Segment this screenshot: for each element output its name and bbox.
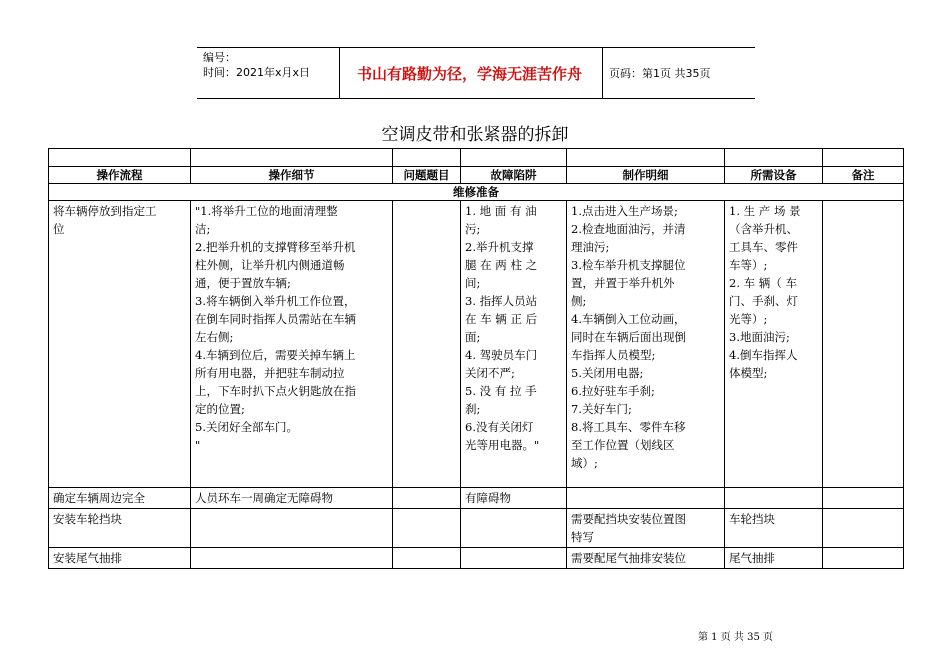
remarks-cell (823, 201, 904, 488)
blank-row (49, 149, 904, 167)
column-header: 所需设备 (725, 167, 823, 184)
header-divider-right (602, 47, 603, 99)
page-header (197, 47, 755, 99)
header-page-info: 页码：第1页 共35页 (609, 67, 711, 80)
trap-cell (461, 548, 567, 569)
details-cell (191, 548, 393, 569)
production-cell (567, 488, 725, 509)
document-number-label: 编号： (203, 51, 236, 64)
column-header: 操作流程 (49, 167, 191, 184)
table-header-row (49, 167, 904, 184)
remarks-cell (823, 509, 904, 548)
section-title: 维修准备 (49, 184, 904, 201)
header-bottom-rule (197, 98, 755, 99)
flow-cell: 安装尾气抽排 (49, 548, 191, 569)
trap-cell (461, 509, 567, 548)
document-date: 时间：2021年x月x日 (203, 66, 311, 79)
equipment-cell: 尾气抽排 (725, 548, 823, 569)
question-cell (393, 548, 461, 569)
header-meta (203, 50, 310, 80)
flow-cell: 安装车轮挡块 (49, 509, 191, 548)
production-cell: 1.点击进入生产场景; 2.检查地面油污，并清 理油污; 3.检车举升机支撑腿位 置，并置于举升机外 侧; 4.车辆倒入工位动画， 同时在车辆后面出现倒 车指挥人员模型; 5.关闭用电器; 6.拉好驻车手刹; 7.关好车门; 8.将工具车、零件车移 至工作位置（划线区 域）; (567, 201, 725, 488)
trap-cell: 有障碍物 (461, 488, 567, 509)
details-cell: "1.将举升工位的地面清理整 洁; 2.把举升机的支撑臂移至举升机 柱外侧，让举升机内侧通道畅 通，便于置放车辆; 3.将车辆倒入举升机工作位置， 在倒车同时指挥人员需站在车辆 左右侧; 4.车辆到位后，需要关掉车辆上 所有用电器，并把驻车制动拉 上，下车时扒下点火钥匙放在指 定的位置; 5.关闭好全部车门。 " (191, 201, 393, 488)
table-row (49, 548, 904, 569)
header-motto: 书山有路勤为径，学海无涯苦作舟 (356, 65, 582, 83)
column-header: 问题题目 (393, 167, 461, 184)
details-cell (191, 509, 393, 548)
remarks-cell (823, 488, 904, 509)
table-row (49, 509, 904, 548)
table-row (49, 488, 904, 509)
page-footer: 第 1 页 共 35 页 (698, 632, 773, 643)
details-cell: 人员环车一周确定无障碍物 (191, 488, 393, 509)
equipment-cell: 1. 生 产 场 景 （含举升机、 工具车、零件 车等）; 2. 车 辆（ 车 门、手刹、灯 光等）; 3.地面油污; 4.倒车指挥人 体模型; (725, 201, 823, 488)
equipment-cell (725, 488, 823, 509)
production-cell: 需要配挡块安装位置图 特写 (567, 509, 725, 548)
remarks-cell (823, 548, 904, 569)
column-header: 故障陷阱 (461, 167, 567, 184)
trap-cell: 1. 地 面 有 油 污; 2.举升机支撑 腿 在 两 柱 之 间; 3. 指挥人员站 在 车 辆 正 后 面; 4. 驾驶员车门 关闭不严; 5. 没 有 拉 手 刹; 6.没有关闭灯 光等用电器。" (461, 201, 567, 488)
document-title: 空调皮带和张紧器的拆卸 (381, 125, 569, 145)
equipment-cell: 车轮挡块 (725, 509, 823, 548)
section-row (49, 184, 904, 201)
column-header: 备注 (823, 167, 904, 184)
procedure-table (48, 148, 904, 569)
table-row (49, 201, 904, 488)
flow-cell: 将车辆停放到指定工 位 (49, 201, 191, 488)
column-header: 制作明细 (567, 167, 725, 184)
flow-cell: 确定车辆周边完全 (49, 488, 191, 509)
question-cell (393, 488, 461, 509)
question-cell (393, 509, 461, 548)
question-cell (393, 201, 461, 488)
production-cell: 需要配尾气抽排安装位 (567, 548, 725, 569)
column-header: 操作细节 (191, 167, 393, 184)
header-top-rule (197, 47, 755, 48)
